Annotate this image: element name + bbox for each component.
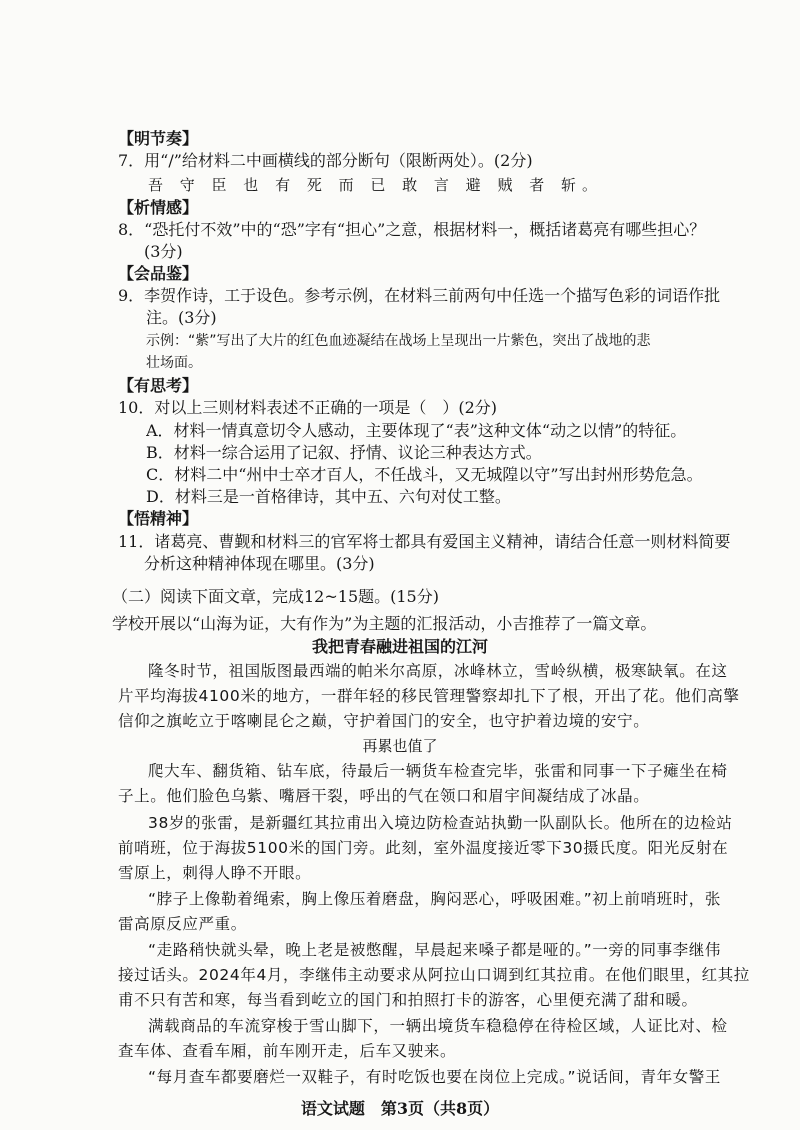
question-10-option-b: B．材料一综合运用了记叙、抒情、议论三种表达方式。 — [146, 443, 542, 462]
question-10: 10．对以上三则材料表述不正确的一项是（ ）(2分) — [118, 398, 498, 417]
question-7: 7．用“/”给材料二中画横线的部分断句（限断两处）。(2分) — [118, 151, 533, 170]
article-paragraph: 爬大车、翻货箱、钻车底，待最后一辆货车检查完毕，张雷和同事一下子瘫坐在椅 — [148, 762, 728, 780]
activity-intro: 学校开展以“山海为证，大有作为”为主题的汇报活动，小吉推荐了一篇文章。 — [112, 614, 657, 633]
article-paragraph: “每月查车都要磨烂一双鞋子，有时吃饭也要在岗位上完成。”说话间，青年女警王 — [148, 1068, 722, 1086]
article-paragraph: 片平均海拔4100米的地方，一群年轻的移民管理警察却扎下了根，开出了花。他们高擎 — [118, 687, 740, 705]
question-9-example: 示例：“紫”写出了大片的红色血迹凝结在战场上呈现出一片紫色，突出了战地的悲 — [146, 333, 651, 349]
question-8: 8．“恐托付不效”中的“恐”字有“担心”之意，根据材料一，概括诸葛亮有哪些担心？ — [118, 220, 706, 239]
question-11-cont: 分析这种精神体现在哪里。(3分) — [144, 554, 375, 573]
part-two-heading: （二）阅读下面文章，完成12~15题。(15分) — [112, 587, 439, 606]
question-10-option-a: A．材料一情真意切令人感动，主要体现了“表”这种文体“动之以情”的特征。 — [146, 421, 687, 440]
article-paragraph: 甫不只有苦和寒，每当看到屹立的国门和拍照打卡的游客，心里便充满了甜和暖。 — [118, 991, 698, 1009]
question-10-option-d: D．材料三是一首格律诗，其中五、六句对仗工整。 — [146, 487, 511, 506]
article-paragraph: 雪原上，刺得人睁不开眼。 — [118, 864, 312, 882]
article-paragraph: “走路稍快就头晕，晚上老是被憋醒，早晨起来嗓子都是哑的。”一旁的同事李继伟 — [148, 941, 722, 959]
article-paragraph: 信仰之旗屹立于喀喇昆仑之巅，守护着国门的安全，也守护着边境的安宁。 — [118, 712, 650, 730]
question-11: 11．诸葛亮、曹觐和材料三的官军将士都具有爱国主义精神，请结合任意一则材料简要 — [118, 532, 731, 551]
question-10-option-c: C．材料二中“州中士卒才百人，不任战斗，又无城隍以守”写出封州形势危急。 — [146, 465, 703, 484]
article-title: 我把青春融进祖国的江河 — [311, 637, 488, 656]
article-paragraph: 接过话头。2024年4月，李继伟主动要求从阿拉山口调到红其拉甫。在他们眼里，红其拉 — [118, 966, 750, 984]
article-paragraph: 满载商品的车流穿梭于雪山脚下，一辆出境货车稳稳停在待检区域，人证比对、检 — [148, 1017, 728, 1035]
question-7-text: 吾 守 臣 也 有 死 而 已 敢 言 避 贼 者 斩。 — [148, 176, 603, 194]
article-paragraph: 雷高原反应严重。 — [118, 915, 247, 933]
article-paragraph: 隆冬时节，祖国版图最西端的帕米尔高原，冰峰林立，雪岭纵横，极寒缺氧。在这 — [148, 662, 728, 680]
article-paragraph: 38岁的张雷，是新疆红其拉甫出入境边防检查站执勤一队副队长。他所在的边检站 — [148, 814, 733, 832]
question-9-example-cont: 壮场面。 — [146, 355, 202, 371]
section-emotion-heading: 【析情感】 — [118, 198, 199, 217]
page-footer: 语文试题 第3页（共8页） — [300, 1099, 500, 1118]
section-thinking-heading: 【有思考】 — [118, 376, 199, 395]
question-9: 9．李贺作诗，工于设色。参考示例，在材料三前两句中任选一个描写色彩的词语作批 — [118, 286, 721, 305]
article-paragraph: 子上。他们脸色乌紫、嘴唇干裂，呼出的气在领口和眉宇间凝结成了冰晶。 — [118, 787, 650, 805]
section-spirit-heading: 【悟精神】 — [118, 509, 199, 528]
section-rhythm-heading: 【明节奏】 — [118, 129, 199, 148]
article-paragraph: 前哨班，位于海拔5100米的国门旁。此刻，室外温度接近零下30摄氏度。阳光反射在 — [118, 839, 729, 857]
article-subtitle: 再累也值了 — [362, 737, 438, 755]
article-paragraph: “脖子上像勒着绳索，胸上像压着磨盘，胸闷恶心，呼吸困难。”初上前哨班时，张 — [148, 890, 722, 908]
article-paragraph: 查车体、查看车厢，前车刚开走，后车又驶来。 — [118, 1042, 457, 1060]
question-9-cont: 注。(3分) — [146, 308, 217, 327]
section-appreciation-heading: 【会品鉴】 — [118, 264, 199, 283]
question-8-score: (3分) — [144, 242, 183, 261]
